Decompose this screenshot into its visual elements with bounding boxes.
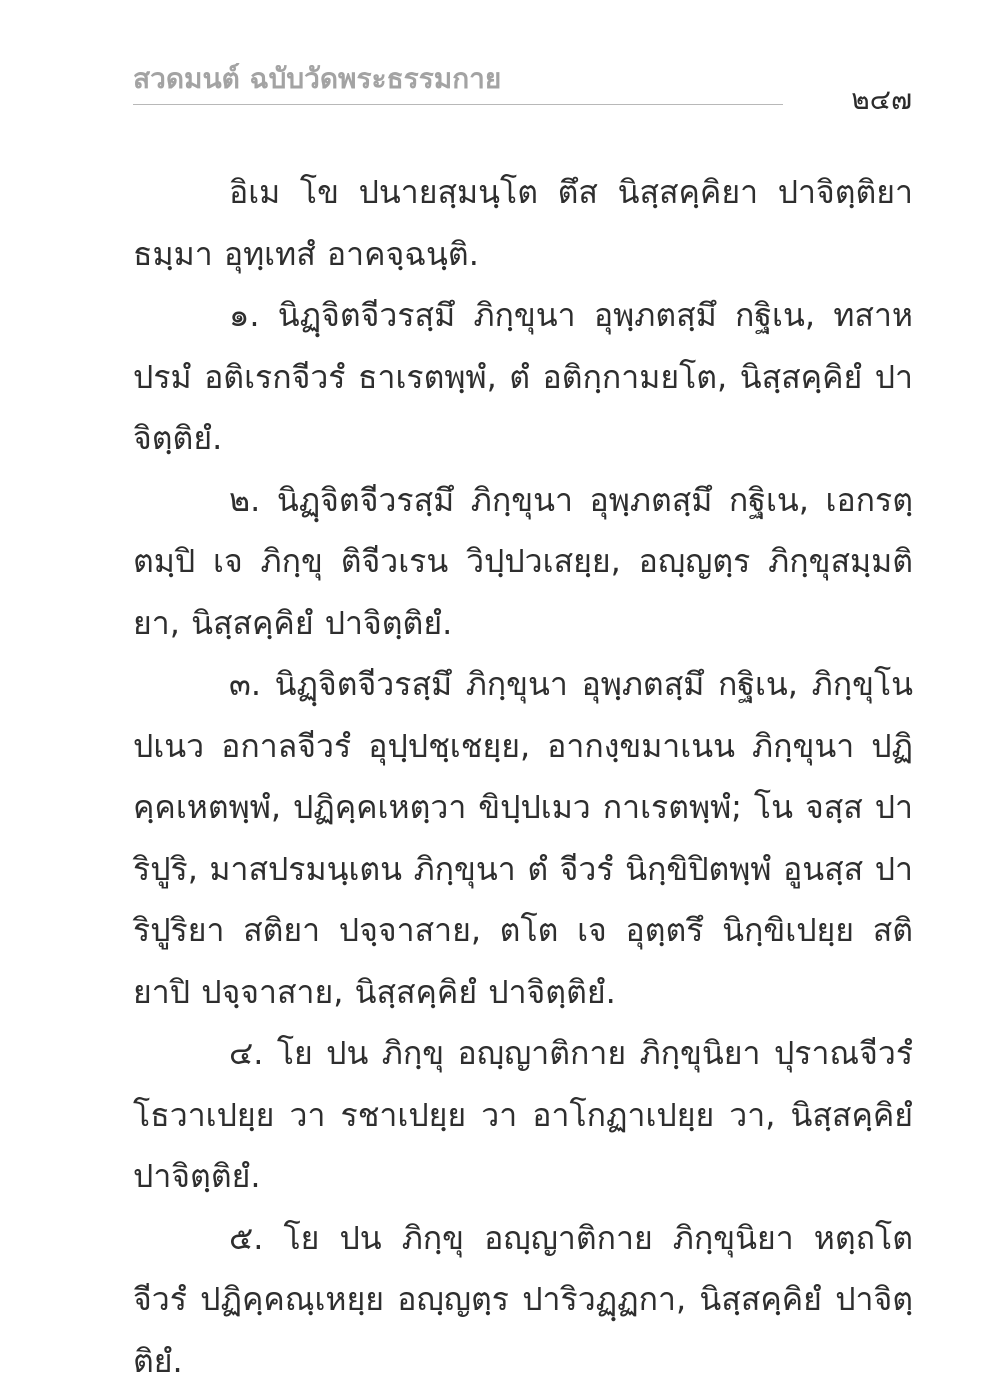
paragraph-rule-3: ๓. นิฏฺจิตจีวรสฺมึ ภิกฺขุนา อุพฺภตสฺมึ กฐิเน, ภิกฺขุโน ปเนว อกาลจีวรํ อุปฺปชฺเชยฺย, อากงฺขมาเนน ภิกฺขุนา ปฏิคฺคเหตพฺพํ, ปฏิคฺคเหตฺวา ขิปฺปเมว กาเรตพฺพํ; โน จสฺส ปาริปูริ, มาสปรมนฺเตน ภิกฺขุนา ตํ จีวรํ นิกฺขิปิตพฺพํ อูนสฺส ปาริปูริยา สติยา ปจฺจาสาย, ตโต เจ อุตฺตรึ นิกฺขิเปยฺย สติยาปิ ปจฺจาสาย, นิสฺสคฺคิยํ ปาจิตฺติยํ. bbox=[133, 654, 913, 1023]
paragraph-intro: อิเม โข ปนายสฺมนฺโต ตึส นิสฺสคฺคิยา ปาจิตฺติยา ธมฺมา อุทฺเทสํ อาคจฺฉนฺติ. bbox=[133, 162, 913, 285]
paragraph-rule-2: ๒. นิฏฺจิตจีวรสฺมึ ภิกฺขุนา อุพฺภตสฺมึ กฐิเน, เอกรตฺตมฺปิ เจ ภิกฺขุ ติจีวเรน วิปฺปวเสยฺย, อญฺญตฺร ภิกฺขุสมฺมติยา, นิสฺสคฺคิยํ ปาจิตฺติยํ. bbox=[133, 470, 913, 655]
header-rule bbox=[133, 104, 783, 105]
chant-text bbox=[133, 162, 913, 1392]
paragraph-rule-5: ๕. โย ปน ภิกฺขุ อญฺญาติกาย ภิกฺขุนิยา หตฺถโต จีวรํ ปฏิคฺคณฺเหยฺย อญฺญตฺร ปาริวฏฺฏกา, นิสฺสคฺคิยํ ปาจิตฺติยํ. bbox=[133, 1208, 913, 1392]
paragraph-rule-1: ๑. นิฏฺจิตจีวรสฺมึ ภิกฺขุนา อุพฺภตสฺมึ กฐิเน, ทสาหปรมํ อติเรกจีวรํ ธาเรตพฺพํ, ตํ อติกฺกามยโต, นิสฺสคฺคิยํ ปาจิตฺติยํ. bbox=[133, 285, 913, 470]
paragraph-rule-4: ๔. โย ปน ภิกฺขุ อญฺญาติกาย ภิกฺขุนิยา ปุราณจีวรํ โธวาเปยฺย วา รชาเปยฺย วา อาโกฏาเปยฺย วา, นิสฺสคฺคิยํ ปาจิตฺติยํ. bbox=[133, 1023, 913, 1208]
running-header-title: สวดมนต์ ฉบับวัดพระธรรมกาย bbox=[133, 57, 501, 101]
page-number: ๒๔๗ bbox=[851, 78, 912, 122]
